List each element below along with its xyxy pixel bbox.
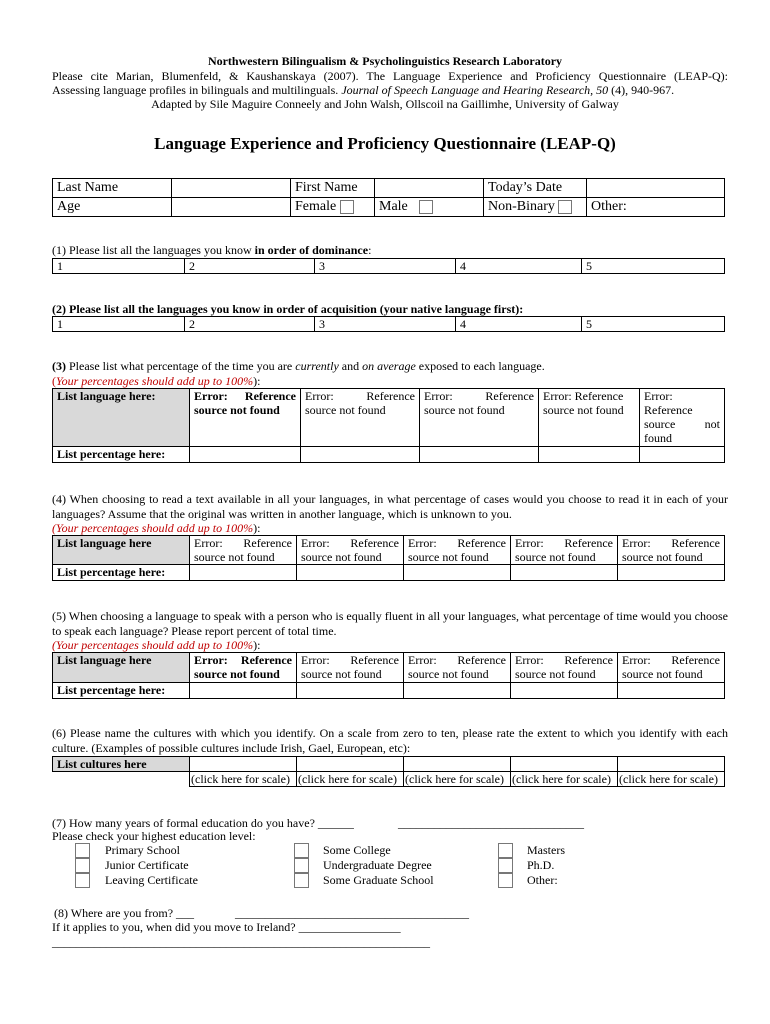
q3-percentage-5[interactable] <box>640 447 725 463</box>
q6-scale-1[interactable]: (click here for scale) <box>190 772 297 787</box>
leaving-certificate-checkbox[interactable] <box>75 873 90 888</box>
q5-language-4[interactable]: Error: Reference source not found <box>511 653 618 683</box>
q5-language-label: List language here <box>53 653 190 683</box>
q2-text: (2) Please list all the languages you know in order of acquisition (your native language first): <box>52 302 524 316</box>
masters-label: Masters <box>527 843 565 857</box>
q8-answer-line[interactable]: _______________________________________ <box>235 906 469 920</box>
q4-percentage-2[interactable] <box>297 565 404 581</box>
q1-cell-1[interactable]: 1 <box>53 259 185 274</box>
q2-cell-3[interactable]: 3 <box>315 317 456 332</box>
q2-cell-2[interactable]: 2 <box>185 317 315 332</box>
q6-culture-1[interactable] <box>190 757 297 772</box>
other-field[interactable]: Other: <box>587 198 725 217</box>
q5-percentage-5[interactable] <box>618 683 725 699</box>
masters-checkbox[interactable] <box>498 843 513 858</box>
q6-culture-4[interactable] <box>511 757 618 772</box>
q1-cell-3[interactable]: 3 <box>315 259 456 274</box>
phd-label: Ph.D. <box>527 858 555 872</box>
q4-language-2[interactable]: Error: Reference source not found <box>297 536 404 565</box>
q4-language-4[interactable]: Error: Reference source not found <box>511 536 618 565</box>
q6-scale-4[interactable]: (click here for scale) <box>511 772 618 787</box>
date-field[interactable] <box>587 179 725 198</box>
q3-language-3[interactable]: Error: Reference source not found <box>420 389 539 447</box>
other-education-checkbox[interactable] <box>498 873 513 888</box>
some-graduate-school-checkbox[interactable] <box>294 873 309 888</box>
q5-language-3[interactable]: Error: Reference source not found <box>404 653 511 683</box>
q8-text: (8) Where are you from? ___ <box>54 906 195 920</box>
q5-language-5[interactable]: Error: Reference source not found <box>618 653 725 683</box>
female-checkbox[interactable] <box>340 200 354 214</box>
non-binary-checkbox[interactable] <box>558 200 572 214</box>
undergraduate-degree-checkbox[interactable] <box>294 858 309 873</box>
q3-percentage-2[interactable] <box>301 447 420 463</box>
female-option[interactable]: Female <box>291 198 375 217</box>
citation-line-2: Assessing language profiles in bilinguals and multilinguals. Journal of Speech Language and Hearing Research, 50 (4), 940-967. <box>52 83 675 97</box>
q6-empty-cell <box>53 772 190 787</box>
q6-culture-3[interactable] <box>404 757 511 772</box>
junior-certificate-checkbox[interactable] <box>75 858 90 873</box>
citation-line-1: Please cite Marian, Blumenfeld, & Kaushanskaya (2007). The Language Experience and Proficiency Questionnaire (LEAP-Q): <box>52 69 728 83</box>
q5-percentage-1[interactable] <box>190 683 297 699</box>
q2-cell-1[interactable]: 1 <box>53 317 185 332</box>
q4-percentage-3[interactable] <box>404 565 511 581</box>
q4-language-3[interactable]: Error: Reference source not found <box>404 536 511 565</box>
junior-certificate-label: Junior Certificate <box>105 858 189 872</box>
age-field[interactable] <box>172 198 291 217</box>
primary-school-checkbox[interactable] <box>75 843 90 858</box>
q1-cell-4[interactable]: 4 <box>456 259 582 274</box>
q5-text: (5) When choosing a language to speak with a person who is equally fluent in all your languages, what percentage of time would you choose to speak each language? Please report percent of total time. <box>52 609 728 638</box>
bottom-answer-line[interactable]: _______________________________________________________________ <box>52 935 430 949</box>
phd-checkbox[interactable] <box>498 858 513 873</box>
q4-percentage-label: List percentage here: <box>53 565 190 581</box>
q1-cell-5[interactable]: 5 <box>582 259 725 274</box>
male-checkbox[interactable] <box>419 200 433 214</box>
some-college-label: Some College <box>323 843 391 857</box>
undergraduate-degree-label: Undergraduate Degree <box>323 858 432 872</box>
q6-scale-2[interactable]: (click here for scale) <box>297 772 404 787</box>
q3-percentage-label: List percentage here: <box>53 447 190 463</box>
q6-text: (6) Please name the cultures with which you identify. On a scale from zero to ten, please rate the extent to which you identify with each culture. (Examples of possible cultures include Irish, Gael, European, etc): <box>52 726 728 755</box>
q6-scale-5[interactable]: (click here for scale) <box>618 772 725 787</box>
q6-scale-3[interactable]: (click here for scale) <box>404 772 511 787</box>
q2-table <box>52 316 725 332</box>
q3-note: (Your percentages should add up to 100%): <box>52 374 261 388</box>
q3-percentage-4[interactable] <box>539 447 640 463</box>
q4-note: (Your percentages should add up to 100%): <box>52 521 261 535</box>
first-name-label: First Name <box>291 179 375 198</box>
q3-language-1[interactable]: Error: Reference source not found <box>190 389 301 447</box>
q5-percentage-4[interactable] <box>511 683 618 699</box>
non-binary-option[interactable]: Non-Binary <box>484 198 587 217</box>
q2-cell-4[interactable]: 4 <box>456 317 582 332</box>
q3-language-5[interactable]: Error: Reference source not found <box>640 389 725 447</box>
personal-info-table <box>52 178 725 217</box>
some-college-checkbox[interactable] <box>294 843 309 858</box>
adapted-by: Adapted by Sile Maguire Conneely and John Walsh, Ollscoil na Gaillimhe, University of Galway <box>151 97 619 111</box>
q4-percentage-1[interactable] <box>190 565 297 581</box>
q4-percentage-4[interactable] <box>511 565 618 581</box>
q1-table <box>52 258 725 274</box>
some-graduate-school-label: Some Graduate School <box>323 873 434 887</box>
q3-table <box>52 388 725 463</box>
date-label: Today’s Date <box>484 179 587 198</box>
q7-text: (7) How many years of formal education do you have? ______ <box>52 816 354 830</box>
q6-table <box>52 756 725 787</box>
q5-table <box>52 652 725 699</box>
q5-percentage-2[interactable] <box>297 683 404 699</box>
q4-language-label: List language here <box>53 536 190 565</box>
leaving-certificate-label: Leaving Certificate <box>105 873 198 887</box>
q3-percentage-3[interactable] <box>420 447 539 463</box>
last-name-label: Last Name <box>53 179 172 198</box>
q1-text: (1) Please list all the languages you know in order of dominance: <box>52 243 372 257</box>
q4-language-1[interactable]: Error: Reference source not found <box>190 536 297 565</box>
q5-language-2[interactable]: Error: Reference source not found <box>297 653 404 683</box>
q4-language-5[interactable]: Error: Reference source not found <box>618 536 725 565</box>
lab-name: Northwestern Bilingualism & Psycholinguistics Research Laboratory <box>207 54 563 68</box>
q3-language-label: List language here: <box>53 389 190 447</box>
male-option[interactable]: Male <box>375 198 484 217</box>
q4-table <box>52 535 725 581</box>
q6-culture-2[interactable] <box>297 757 404 772</box>
q5-note: (Your percentages should add up to 100%): <box>52 638 261 652</box>
q7-check-text: Please check your highest education level: <box>52 829 256 843</box>
q3-language-4[interactable]: Error: Reference source not found <box>539 389 640 447</box>
q7-answer-line[interactable]: _______________________________ <box>398 816 584 830</box>
primary-school-label: Primary School <box>105 843 180 857</box>
q4-percentage-5[interactable] <box>618 565 725 581</box>
q3-language-2[interactable]: Error: Reference source not found <box>301 389 420 447</box>
q6-cultures-label: List cultures here <box>53 757 190 772</box>
q2-cell-5[interactable]: 5 <box>582 317 725 332</box>
q1-cell-2[interactable]: 2 <box>185 259 315 274</box>
q6-culture-5[interactable] <box>618 757 725 772</box>
q3-percentage-1[interactable] <box>190 447 301 463</box>
q3-text: (3) Please list what percentage of the time you are currently and on average exposed to each language. <box>52 359 545 373</box>
ireland-move-text[interactable]: If it applies to you, when did you move to Ireland? _________________ <box>52 920 401 934</box>
q5-language-1[interactable]: Error: Reference source not found <box>190 653 297 683</box>
page-title: Language Experience and Proficiency Questionnaire (LEAP-Q) <box>154 134 616 153</box>
age-label: Age <box>53 198 172 217</box>
q5-percentage-3[interactable] <box>404 683 511 699</box>
other-education-label: Other: <box>527 873 558 887</box>
q4-text: (4) When choosing to read a text available in all your languages, in what percentage of cases would you choose to read it in each of your languages? Assume that the original was written in another language, which is unknown to you. <box>52 492 728 521</box>
q5-percentage-label: List percentage here: <box>53 683 190 699</box>
first-name-field[interactable] <box>375 179 484 198</box>
last-name-field[interactable] <box>172 179 291 198</box>
